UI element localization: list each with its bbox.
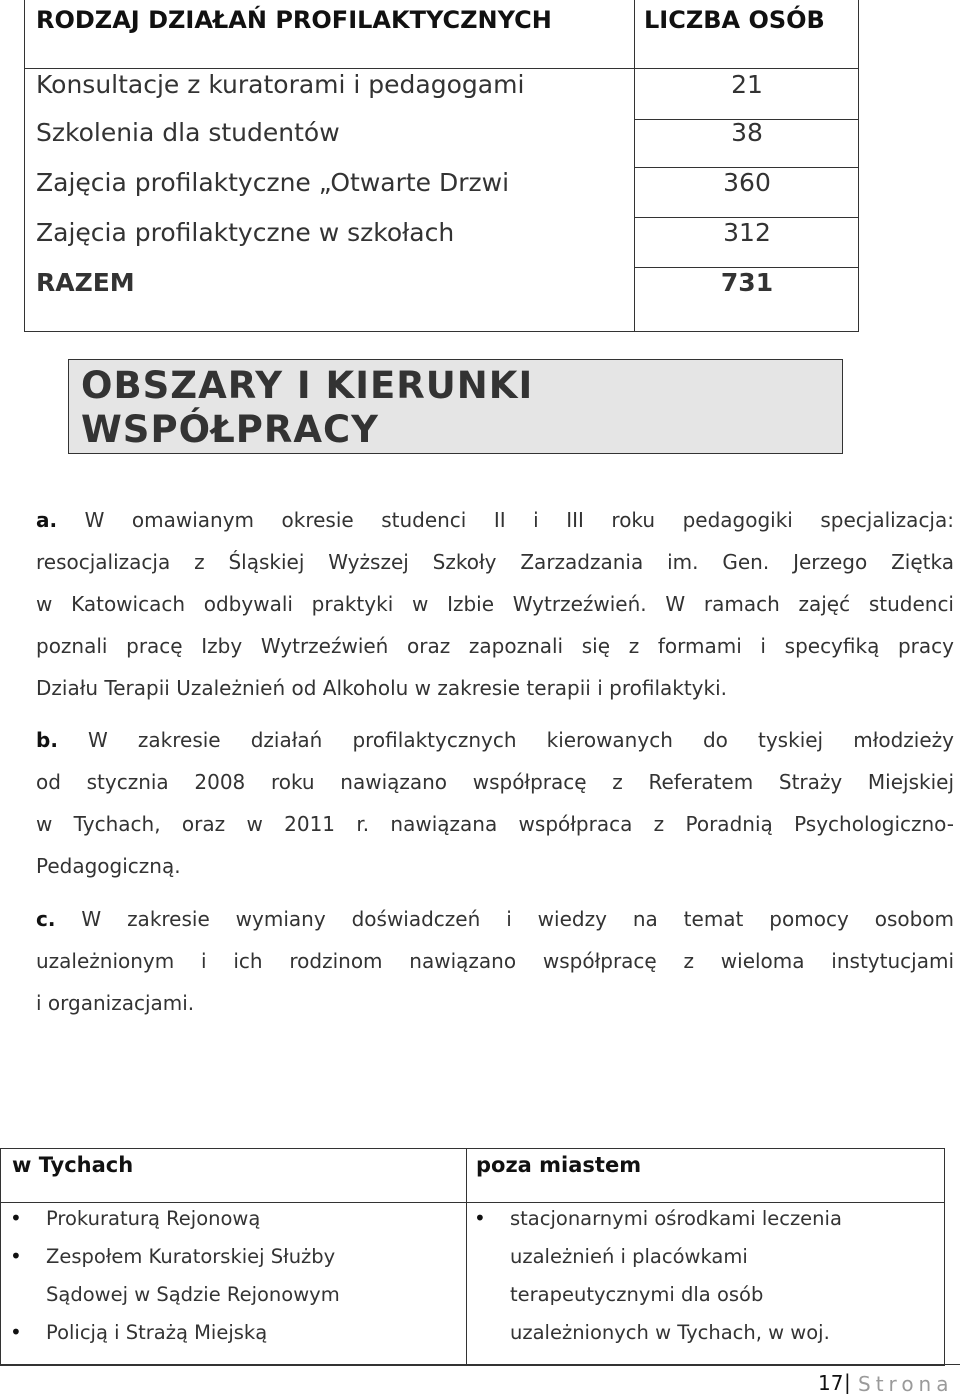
header-local: w Tychach [12,1153,134,1177]
list-item: Policją i Strażą Miejską [46,1321,268,1344]
table-row [25,168,858,218]
paragraph-line: uzależnionym i ich rodzinom nawiązano współpracę z wieloma instytucjami [36,949,954,973]
paragraph-line: Pedagogiczną. [36,854,181,878]
paragraph-line: a. W omawianym okresie studenci II i III roku pedagogiki specjalizacja: [36,508,954,532]
list-item: stacjonarnymi ośrodkami leczenia [510,1207,842,1230]
bullet-icon: • [10,1320,22,1344]
table-row [25,118,858,168]
bullet-icon: • [10,1244,22,1268]
list-item: uzależnień i placówkami [510,1245,748,1268]
header-person-count: LICZBA OSÓB [644,6,825,34]
list-marker: a. [36,508,58,532]
activity-count: 21 [731,70,763,99]
table-row [25,70,858,120]
footer-divider [0,1364,960,1365]
paragraph-line: b. W zakresie działań profilaktycznych kierowanych do tyskiej młodzieży [36,728,954,752]
header-divider [1,1202,944,1203]
cooperation-table [0,1148,945,1366]
activity-count: 312 [723,218,771,247]
table-row [25,218,858,268]
activity-name: Konsultacje z kuratorami i pedagogami [36,70,525,99]
page-separator: | [844,1370,851,1394]
list-item: Zespołem Kuratorskiej Służby [46,1245,336,1268]
bullet-icon: • [474,1206,486,1230]
list-item: terapeutycznymi dla osób [510,1283,764,1306]
column-divider [466,1149,467,1365]
section-heading-line1: OBSZARY I KIERUNKI [81,364,534,407]
activity-count: 38 [731,118,763,147]
table-total-row [25,268,858,318]
header-activity-type: RODZAJ DZIAŁAŃ PROFILAKTYCZNYCH [36,6,552,34]
paragraph-line: w Katowicach odbywali praktyki w Izbie Wytrzeźwień. W ramach zajęć studenci [36,592,954,616]
activity-count: 360 [723,168,771,197]
header-divider [25,68,858,69]
page-number: 17 [818,1371,844,1395]
paragraph-line: c. W zakresie wymiany doświadczeń i wiedzy na temat pomocy osobom [36,907,955,931]
activity-name: Zajęcia profilaktyczne w szkołach [36,218,455,247]
paragraph-line: i organizacjami. [36,991,195,1015]
section-heading-line2: WSPÓŁPRACY [81,408,379,451]
paragraph-line: Działu Terapii Uzależnień od Alkoholu w zakresie terapii i profilaktyki. [36,676,728,700]
activity-name: Zajęcia profilaktyczne „Otwarte Drzwi [36,168,510,197]
list-item: Sądowej w Sądzie Rejonowym [46,1283,340,1306]
paragraph-line: poznali pracę Izby Wytrzeźwień oraz zapoznali się z formami i specyfiką pracy [36,634,954,658]
total-label: RAZEM [36,268,135,297]
header-external: poza miastem [476,1153,642,1177]
page-word: Strona [858,1372,954,1396]
bullet-icon: • [10,1206,22,1230]
section-heading-box [68,359,843,454]
list-item: uzależnionych w Tychach, w woj. [510,1321,830,1344]
list-marker: c. [36,907,56,931]
paragraph-line: resocjalizacja z Śląskiej Wyższej Szkoły Zarzadzania im. Gen. Jerzego Ziętka [36,550,954,574]
activity-name: Szkolenia dla studentów [36,118,340,147]
list-marker: b. [36,728,58,752]
list-item: Prokuraturą Rejonową [46,1207,261,1230]
total-count: 731 [720,268,774,297]
paragraph-line: od stycznia 2008 roku nawiązano współpracę z Referatem Straży Miejskiej [36,770,954,794]
activities-table [24,0,859,332]
paragraph-line: w Tychach, oraz w 2011 r. nawiązana współpraca z Poradnią Psychologiczno- [36,812,954,836]
